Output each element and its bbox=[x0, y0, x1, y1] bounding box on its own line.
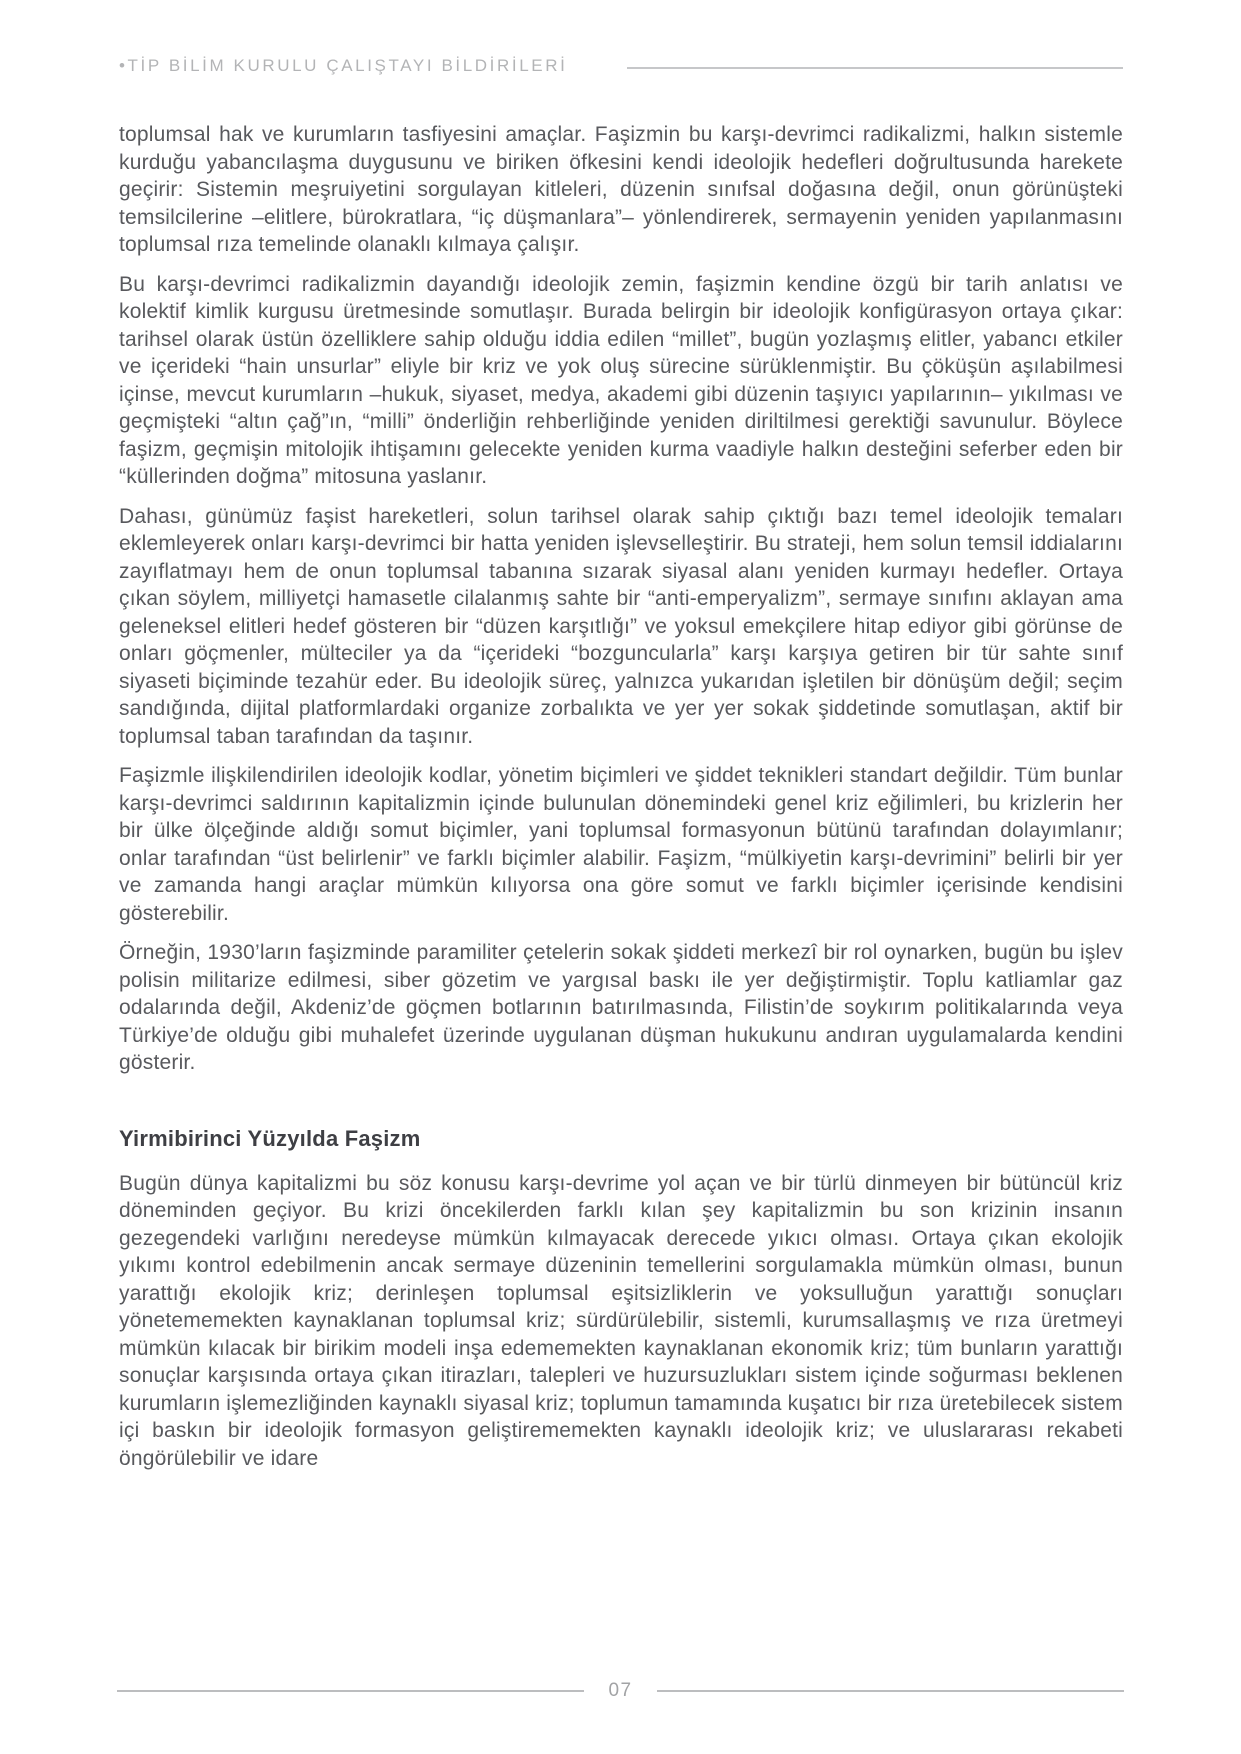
running-header-title: •TİP BİLİM KURULU ÇALIŞTAYI BİLDİRİLERİ bbox=[119, 56, 568, 75]
footer-rule-right bbox=[657, 1690, 1124, 1692]
page-footer bbox=[117, 1680, 1124, 1702]
body-paragraph-5: Örneğin, 1930’ların faşizminde paramiliter çetelerin sokak şiddeti merkezî bir rol oynarken, bugün bu işlev polisin militarize edilmesi, siber gözetim ve yargısal baskı ile yer değiştirmiştir. Toplu katliamlar gaz odalarında değil, Akdeniz’de göçmen botlarının batırılmasında, Filistin’de soykırım politikalarında veya Türkiye’de olduğu gibi muhalefet üzerinde uygulanan düşman hukukunu andıran uygulamalarda kendini gösterir. bbox=[119, 941, 1123, 1074]
page-number: 07 bbox=[608, 1680, 633, 1701]
body-paragraph-2: Bu karşı-devrimci radikalizmin dayandığı ideolojik zemin, faşizmin kendine özgü bir tarih anlatısı ve kolektif kimlik kurgusu üretmesinde somutlaşır. Burada belirgin bir ideolojik konfigürasyon ortaya çıkar: tarihsel olarak üstün özelliklere sahip olduğu iddia edilen “millet”, bugün yozlaşmış elitler, yabancı etkiler ve içerideki “hain unsurlar” eliyle bir kriz ve yok oluş sürecine sürüklenmiştir. Bu çöküşün aşılabilmesi içinse, mevcut kurumların –hukuk, siyaset, medya, akademi gibi düzenin taşıyıcı yapılarının– yıkılması ve geçmişteki “altın çağ”ın, “milli” önderliğin rehberliğinde yeniden diriltilmesi gerektiği savunulur. Böylece faşizm, geçmişin mitolojik ihtişamını gelecekte yeniden kurma vaadiyle halkın desteğini seferber eden bir “küllerinden doğma” mitosuna yaslanır. bbox=[119, 272, 1123, 488]
body-paragraph-1: toplumsal hak ve kurumların tasfiyesini amaçlar. Faşizmin bu karşı-devrimci radikalizmi, halkın sistemle kurduğu yabancılaşma duygusunu ve biriken öfkesini kendi ideolojik hedefleri doğrultusunda harekete geçirir: Sistemin meşruiyetini sorgulayan kitleleri, düzenin sınıfsal doğasına değil, onun görünüşteki temsilcilerine –elitlere, bürokratlara, “iç düşmanlara”– yönlendirerek, sermayenin yeniden yapılanmasını toplumsal rıza temelinde olanaklı kılmaya çalışır. bbox=[119, 123, 1123, 256]
page-content bbox=[119, 121, 1123, 1484]
footer-rule-left bbox=[117, 1690, 584, 1692]
body-paragraph-6: Bugün dünya kapitalizmi bu söz konusu karşı-devrime yol açan ve bir türlü dinmeyen bir bütüncül kriz döneminden geçiyor. Bu krizi öncekilerden farklı kılan şey kapitalizmin bu son krizinin insanın gezegendeki varlığını neredeyse mümkün kılmayacak derecede yıkıcı olması. Ortaya çıkan ekolojik yıkımı kontrol edebilmenin ancak sermaye düzeninin temellerini sorgulamakla mümkün olması, bunun yarattığı ekolojik kriz; derinleşen toplumsal eşitsizliklerin ve yoksulluğun yarattığı sonuçları yönetememekten kaynaklanan toplumsal kriz; sürdürülebilir, sistemli, kurumsallaşmış ve rıza üretmeyi mümkün kılacak bir birikim modeli inşa edememekten kaynaklanan ekonomik kriz; tüm bunların yarattığı sonuçlar karşısında ortaya çıkan itirazları, talepleri ve huzursuzlukları sistem içinde soğurması beklenen kurumların işlemezliğinden kaynaklı siyasal kriz; toplumun tamamında kuşatıcı bir rıza üretebilecek sistem içi baskın bir ideolojik formasyon geliştirememekten kaynaklı ideolojik kriz; ve uluslararası rekabeti öngörülebilir ve idare bbox=[119, 1171, 1123, 1470]
body-paragraph-3: Dahası, günümüz faşist hareketleri, solun tarihsel olarak sahip çıktığı bazı temel ideolojik temaları eklemleyerek onları karşı-devrimci bir hatta yeniden işlevselleştirir. Bu strateji, hem solun temsil iddialarını zayıflatmayı hem de onun toplumsal tabanına sızarak siyasal alanı yeniden kurmayı hedefler. Ortaya çıkan söylem, milliyetçi hamasetle cilalanmış sahte bir “anti-emperyalizm”, sermaye sınıfını aklayan ama geleneksel elitleri hedef gösteren bir “düzen karşıtlığı” ve yoksul emekçilere hitap ediyor gibi görünse de onları göçmenler, mülteciler ya da “içerideki “bozguncularla” karşı karşıya getiren bir tür sahte sınıf siyaseti biçiminde tezahür eder. Bu ideolojik süreç, yalnızca yukarıdan işletilen bir dönüşüm değil; seçim sandığında, dijital platformlardaki organize zorbalıkta ve yer yer sokak şiddetinde somutlaşan, aktif bir toplumsal taban tarafından da taşınır. bbox=[119, 504, 1123, 748]
body-paragraph-4: Faşizmle ilişkilendirilen ideolojik kodlar, yönetim biçimleri ve şiddet teknikleri standart değildir. Tüm bunlar karşı-devrimci saldırının kapitalizmin içinde bulunulan dönemindeki genel kriz eğilimleri, bu krizlerin her bir ülke ölçeğinde aldığı somut biçimler, yani toplumsal formasyonun bütünü tarafından dolayımlanır; onlar tarafından “üst belirlenir” ve farklı biçimler alabilir. Faşizm, “mülkiyetin karşı-devrimini” belirli bir yer ve zamanda hangi araçlar mümkün kılıyorsa ona göre somut ve farklı biçimler içerisinde kendisini gösterebilir. bbox=[119, 764, 1123, 925]
header-rule bbox=[627, 67, 1123, 69]
section-heading: Yirmibirinci Yüzyılda Faşizm bbox=[119, 1125, 421, 1151]
